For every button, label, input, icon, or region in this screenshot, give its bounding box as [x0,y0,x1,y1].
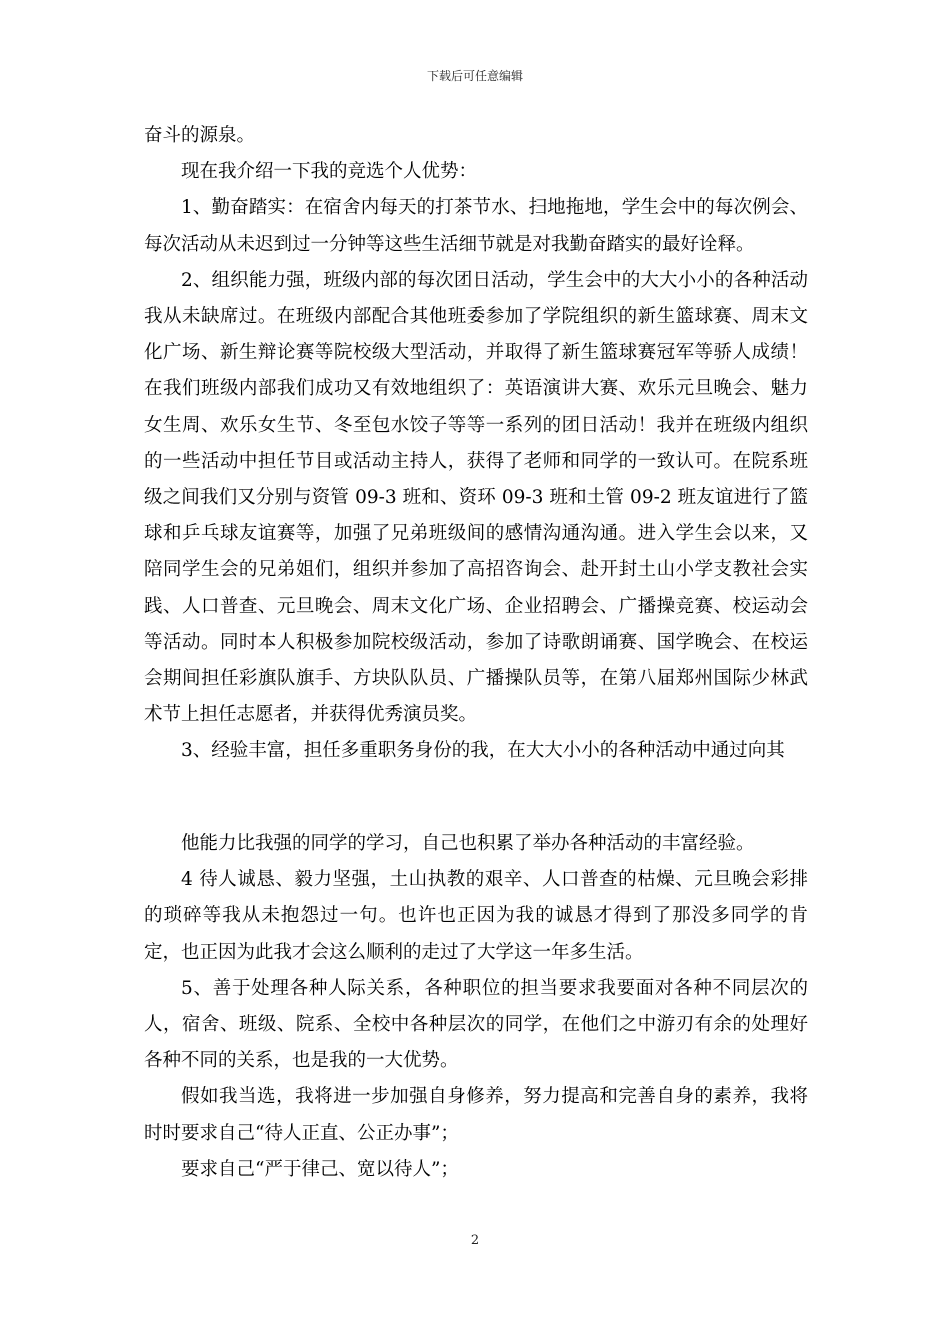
paragraph-advantage-1: 1、勤奋踏实：在宿舍内每天的打茶节水、扫地拖地，学生会中的每次例会、每次活动从未迟到过一分钟等这些生活细节就是对我勤奋踏实的最好诠释。 [144,197,808,255]
body-text-part-1 [144,118,808,770]
paragraph-if-elected: 假如我当选，我将进一步加强自身修养，努力提高和完善自身的素养，我将时时要求自己“待人正直、公正办事”； [144,1086,808,1144]
paragraph-advantage-2: 2、组织能力强，班级内部的每次团日活动，学生会中的大大小小的各种活动我从未缺席过。在班级内部配合其他班委参加了学院组织的新生篮球赛、周末文化广场、新生辩论赛等院校级大型活动，并取得了新生篮球赛冠军等骄人成绩！在我们班级内部我们成功又有效地组织了：英语演讲大赛、欢乐元旦晚会、魅力女生周、欢乐女生节、冬至包水饺子等等一系列的团日活动！我并在班级内组织的一些活动中担任节目或活动主持人，获得了老师和同学的一致认可。在院系班级之间我们又分别与资管 09-3 班和、资环 09-3 班和土管 09-2 班友谊进行了篮球和乒乓球友谊赛等，加强了兄弟班级间的感情沟通沟通。进入学生会以来，又陪同学生会的兄弟姐们，组织并参加了高招咨询会、赴开封土山小学支教社会实践、人口普查、元旦晚会、周末文化广场、企业招聘会、广播操竞赛、校运动会等活动。同时本人积极参加院校级活动，参加了诗歌朗诵赛、国学晚会、在校运会期间担任彩旗队旗手、方块队队员、广播操队员等，在第八届郑州国际少林武术节上担任志愿者，并获得优秀演员奖。 [144,269,808,726]
paragraph-continuation: 奋斗的源泉。 [144,125,256,146]
paragraph-intro: 现在我介绍一下我的竞选个人优势： [181,161,478,183]
paragraph-advantage-5: 5、善于处理各种人际关系，各种职位的担当要求我要面对各种不同层次的人，宿舍、班级、院系、全校中各种层次的同学，在他们之中游刃有余的处理好各种不同的关系，也是我的一大优势。 [144,977,808,1072]
paragraph-advantage-3-end: 他能力比我强的同学的学习，自己也积累了举办各种活动的丰富经验。 [181,833,755,854]
page-number: 2 [470,1233,480,1248]
body-text-part-2 [144,826,808,1188]
paragraph-advantage-4: 4 待人诚恳、毅力坚强，土山执教的艰辛、人口普查的枯燥、元旦晚会彩排的琐碎等我从未抱怨过一句。也许也正因为我的诚恳才得到了那没多同学的肯定，也正因为此我才会这么顺利的走过了大学这一年多生活。 [144,869,808,963]
paragraph-advantage-3-start: 3、经验丰富，担任多重职务身份的我，在大大小小的各种活动中通过向其 [181,740,785,762]
paragraph-self-requirement: 要求自己“严于律己、宽以待人”； [181,1158,459,1180]
page-header: 下载后可任意编辑 [426,69,523,83]
